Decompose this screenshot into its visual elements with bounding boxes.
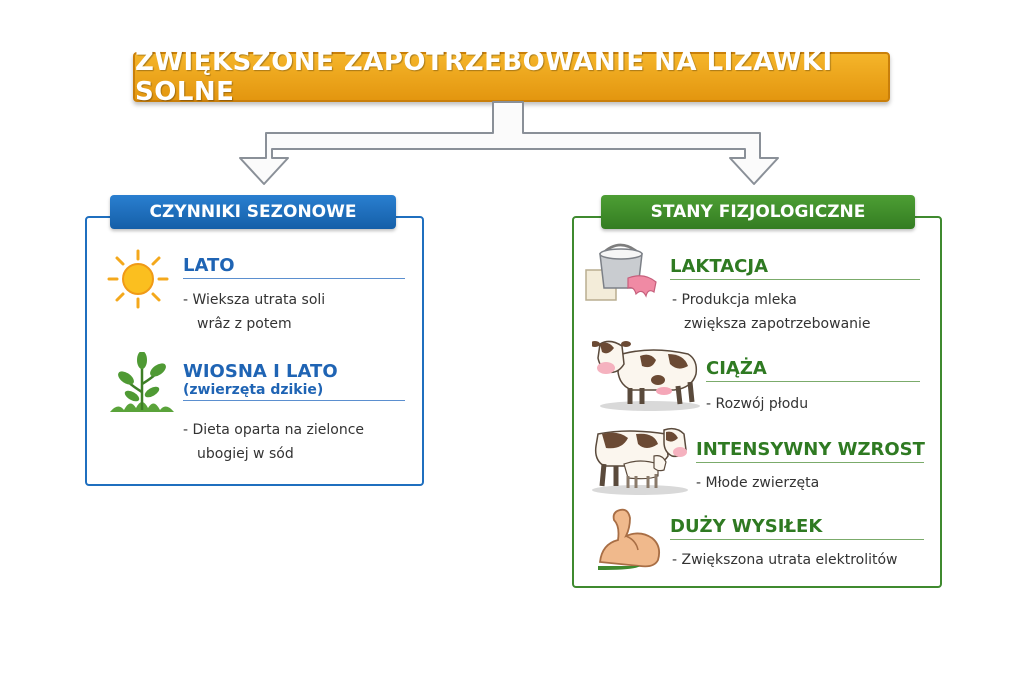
item-heavy-exertion [670, 516, 924, 540]
item-intensive-growth-title: INTENSYWNY WZROST [696, 439, 925, 460]
item-spring-summer [183, 361, 405, 401]
item-lactation-desc-2: zwiększa zapotrzebowanie [684, 316, 871, 332]
item-summer-title: LATO [183, 255, 235, 276]
divider [706, 381, 920, 382]
item-pregnancy-desc-1: - Rozwój płodu [706, 396, 809, 412]
item-intensive-growth [696, 439, 924, 463]
item-spring-summer-subtitle: (zwierzęta dzikie) [183, 382, 324, 398]
item-spring-summer-desc-1: - Dieta oparta na zielonce [183, 422, 365, 438]
item-heavy-exertion-desc-1: - Zwiększona utrata elektrolitów [672, 552, 898, 568]
item-heavy-exertion-title: DUŻY WYSIŁEK [670, 516, 823, 537]
item-spring-summer-desc-2: ubogiej w sód [197, 446, 294, 462]
seasonal-factors-header: CZYNNIKI SEZONOWE [110, 195, 396, 229]
item-summer [183, 255, 405, 279]
physiological-states-header: STANY FIZJOLOGICZNE [601, 195, 915, 229]
flexed-arm-icon [596, 506, 664, 570]
milk-bucket-icon [584, 240, 660, 304]
item-lactation-title: LAKTACJA [670, 256, 768, 277]
item-pregnancy-title: CIĄŻA [706, 358, 767, 379]
pregnant-cow-icon [592, 334, 702, 412]
divider [183, 278, 405, 279]
item-pregnancy [706, 358, 920, 382]
item-intensive-growth-desc-1: - Młode zwierzęta [696, 475, 820, 491]
cow-calf-icon [588, 426, 692, 496]
main-title: ZWIĘKSZONE ZAPOTRZEBOWANIE NA LIZAWKI SOLNE [133, 52, 890, 102]
sun-icon [106, 248, 170, 310]
divider [696, 462, 924, 463]
item-summer-desc-2: wrâz z potem [197, 316, 292, 332]
divider [670, 279, 920, 280]
item-summer-desc-1: - Wieksza utrata soli [183, 292, 326, 308]
item-spring-summer-title: WIOSNA I LATO [183, 361, 338, 382]
item-lactation [670, 256, 920, 280]
plant-icon [108, 352, 176, 414]
divider [670, 539, 924, 540]
divider [183, 400, 405, 401]
item-lactation-desc-1: - Produkcja mleka [672, 292, 797, 308]
